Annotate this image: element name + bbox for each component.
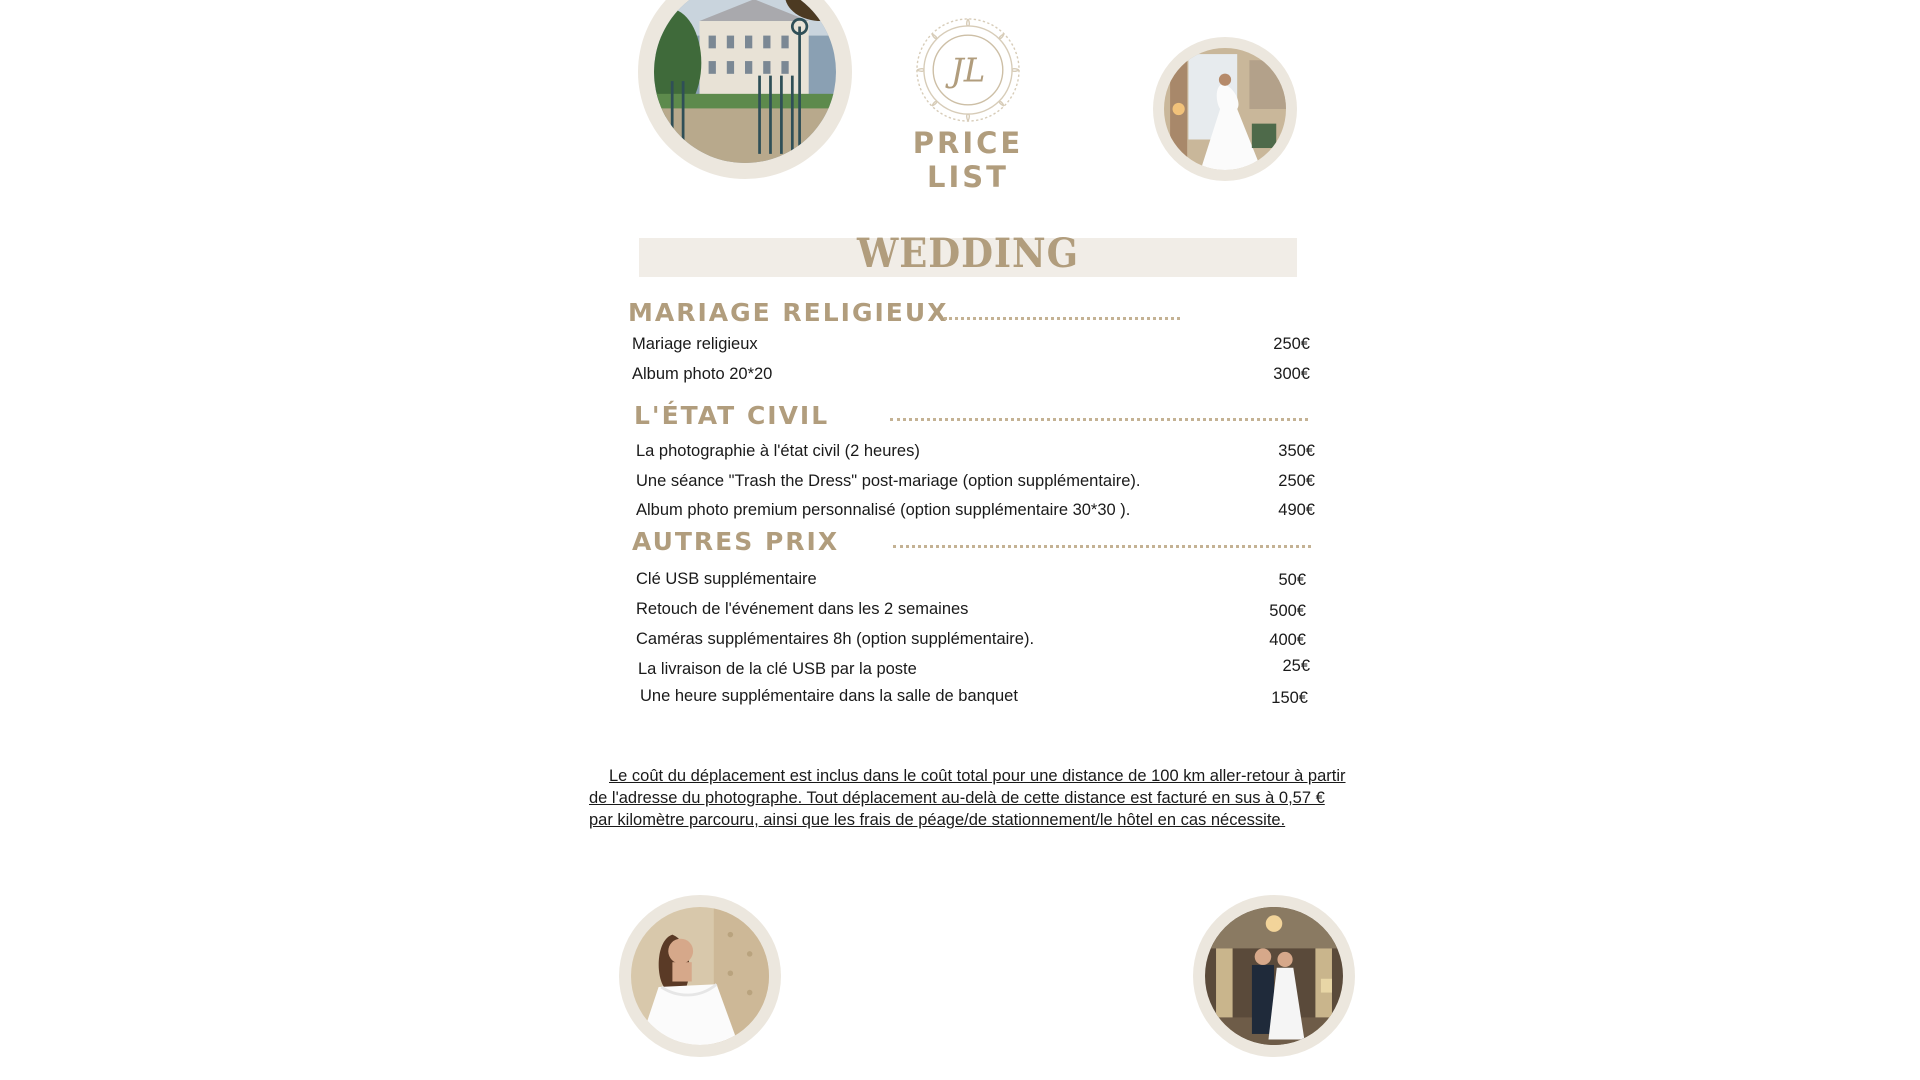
photo-bride-window: [1153, 37, 1297, 181]
price-item-label: Une heure supplémentaire dans la salle de banquet: [640, 687, 1018, 705]
price-item-value: 250€: [1273, 335, 1310, 353]
section-heading-autres-prix: AUTRES PRIX: [632, 527, 840, 556]
note-line: Le coût du déplacement est inclus dans le coût total pour une distance de 100 km aller-retour à partir: [609, 767, 1346, 785]
photo-couple: [1193, 895, 1355, 1057]
price-item-value: 50€: [1278, 571, 1306, 589]
price-item-value: 490€: [1278, 501, 1315, 519]
svg-text:JL: JL: [950, 51, 986, 90]
price-item-label: Une séance "Trash the Dress" post-mariage (option supplémentaire).: [636, 472, 1141, 490]
note-line: de l'adresse du photographe. Tout déplacement au-delà de cette distance est facturé en sus à 0,57 €: [589, 789, 1325, 807]
dotted-leader: [893, 545, 1311, 548]
price-item-label: Album photo 20*20: [632, 365, 773, 383]
travel-cost-note: [589, 765, 1419, 831]
price-item-label: Caméras supplémentaires 8h (option supplémentaire).: [636, 630, 1035, 648]
price-item-value: 250€: [1278, 472, 1315, 490]
price-item-value: 350€: [1278, 442, 1315, 460]
photo-chateau: [638, 0, 852, 179]
section-heading-etat-civil: L'ÉTAT CIVIL: [634, 401, 830, 430]
dotted-leader: [890, 418, 1308, 421]
price-item-label: Clé USB supplémentaire: [636, 570, 817, 588]
dotted-leader: [944, 317, 1180, 320]
photo-bride-portrait: [619, 895, 781, 1057]
price-item-value: 400€: [1269, 631, 1306, 649]
page-title: PRICE LIST: [912, 126, 1024, 194]
note-line: par kilomètre parcouru, ainsi que les frais de péage/de stationnement/le hôtel en cas nécessite.: [589, 811, 1286, 829]
price-item-value: 300€: [1273, 365, 1310, 383]
price-item-value: 25€: [1282, 657, 1310, 675]
price-item-label: Mariage religieux: [632, 335, 758, 353]
price-item-label: Album photo premium personnalisé (option supplémentaire 30*30 ).: [636, 501, 1131, 519]
monogram-seal-icon: [910, 12, 1026, 128]
logo-seal: [910, 12, 1026, 128]
price-item-label: La photographie à l'état civil (2 heures): [636, 442, 920, 460]
wedding-title: WEDDING: [857, 230, 1079, 277]
price-item-value: 150€: [1271, 689, 1308, 707]
price-item-value: 500€: [1269, 602, 1306, 620]
section-heading-mariage-religieux: MARIAGE RELIGIEUX: [628, 298, 949, 327]
price-item-label: La livraison de la clé USB par la poste: [638, 660, 917, 678]
price-item-label: Retouch de l'événement dans les 2 semaines: [636, 600, 969, 618]
